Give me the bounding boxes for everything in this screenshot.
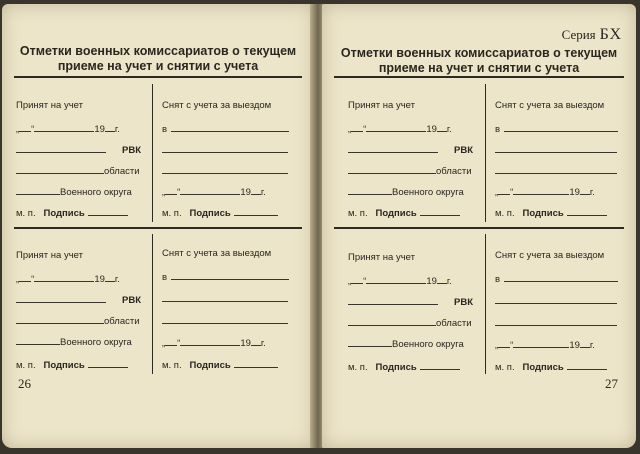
destination-line[interactable] [162, 292, 302, 304]
date-field[interactable]: „ “ 19 г. [162, 338, 266, 349]
left-page [2, 4, 314, 448]
accepted-label: Принят на учет [16, 250, 83, 261]
destination-field[interactable]: в [495, 272, 629, 284]
page-title-right [322, 46, 636, 76]
date-field[interactable]: „ “ 19 г. [162, 187, 266, 198]
rvk-field[interactable]: РВК [348, 295, 480, 307]
title-rule [334, 76, 624, 78]
title-line-2: приеме на учет и снятии с учета [378, 61, 580, 75]
section-divider [334, 227, 624, 229]
oblast-field[interactable]: области [16, 314, 146, 326]
signature-field[interactable]: м. п. Подпись [348, 360, 480, 372]
destination-line[interactable] [162, 164, 302, 176]
date-field[interactable]: „ “ 19 г. [16, 274, 120, 285]
destination-line[interactable] [495, 143, 629, 155]
district-field[interactable]: Военного округа [16, 185, 146, 197]
signature-field[interactable]: м. п. Подпись [16, 358, 146, 370]
page-number-right: 27 [605, 376, 618, 391]
column-divider [485, 234, 486, 374]
destination-line[interactable] [495, 316, 629, 328]
page-title-left [2, 44, 314, 74]
destination-line[interactable] [495, 164, 629, 176]
title-rule [14, 76, 302, 78]
signature-field[interactable]: м. п. Подпись [495, 360, 629, 372]
accepted-label: Принят на учет [348, 100, 415, 111]
section-divider [14, 227, 302, 229]
signature-field[interactable]: м. п. Подпись [16, 206, 146, 218]
removed-label: Снят с учета за выездом [162, 248, 272, 259]
rvk-field[interactable]: РВК [16, 143, 146, 155]
destination-line[interactable] [162, 143, 302, 155]
district-field[interactable]: Военного округа [348, 185, 480, 197]
rvk-field[interactable]: РВК [348, 143, 480, 155]
oblast-field[interactable]: области [348, 316, 480, 328]
date-field[interactable]: „ “ 19 г. [348, 124, 452, 135]
column-divider [152, 234, 153, 374]
signature-field[interactable]: м. п. Подпись [162, 358, 302, 370]
right-page [322, 4, 636, 448]
column-divider [152, 84, 153, 222]
district-field[interactable]: Военного округа [16, 335, 146, 347]
date-field[interactable]: „ “ 19 г. [16, 124, 120, 135]
date-field[interactable]: „ “ 19 г. [348, 276, 452, 287]
destination-field[interactable]: в [495, 122, 629, 134]
destination-field[interactable]: в [162, 270, 302, 282]
signature-field[interactable]: м. п. Подпись [495, 206, 629, 218]
oblast-field[interactable]: области [16, 164, 146, 176]
removed-label: Снят с учета за выездом [162, 100, 272, 111]
signature-field[interactable]: м. п. Подпись [348, 206, 480, 218]
title-line-1: Отметки военных комиссариатов о текущем [19, 44, 297, 58]
destination-field[interactable]: в [162, 122, 302, 134]
page-number-left: 26 [18, 376, 31, 391]
removed-label: Снят с учета за выездом [495, 250, 605, 261]
title-line-2: приеме на учет и снятии с учета [57, 59, 259, 73]
title-line-1: Отметки военных комиссариатов о текущем [340, 46, 618, 60]
accepted-label: Принят на учет [16, 100, 83, 111]
column-divider [485, 84, 486, 222]
destination-line[interactable] [162, 314, 302, 326]
series-code: БХ [599, 26, 622, 43]
oblast-field[interactable]: области [348, 164, 480, 176]
date-field[interactable]: „ “ 19 г. [495, 340, 595, 351]
date-field[interactable]: „ “ 19 г. [495, 187, 595, 198]
signature-field[interactable]: м. п. Подпись [162, 206, 302, 218]
rvk-field[interactable]: РВК [16, 293, 146, 305]
series-label: Серия БХ [561, 26, 622, 43]
destination-line[interactable] [495, 294, 629, 306]
district-field[interactable]: Военного округа [348, 337, 480, 349]
accepted-label: Принят на учет [348, 252, 415, 263]
removed-label: Снят с учета за выездом [495, 100, 605, 111]
